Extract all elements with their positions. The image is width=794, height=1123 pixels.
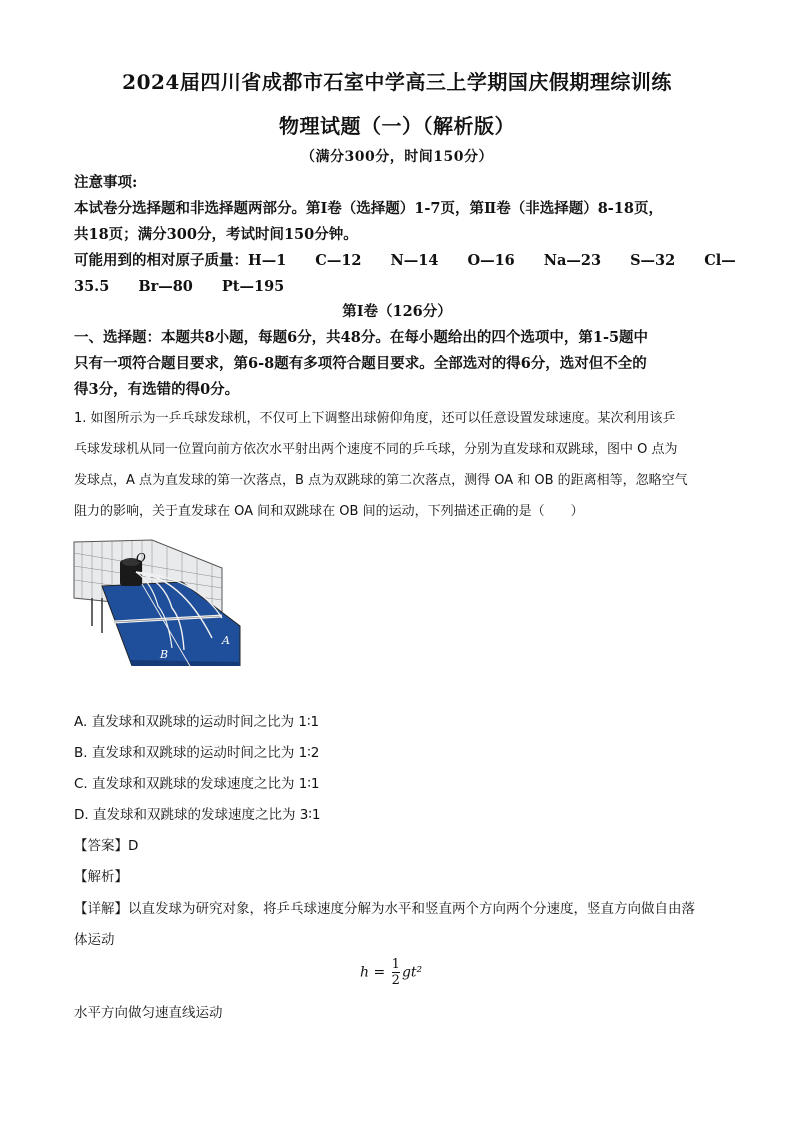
notice-section (74, 170, 734, 300)
detail-tag: 【详解】 (74, 901, 128, 917)
formula-fraction (392, 957, 400, 988)
detail-line (74, 897, 695, 917)
formula-rhs: gt² (401, 964, 423, 981)
question-line: 乓球发球机从同一位置向前方依次水平射出两个速度不同的乒乓球，分别为直发球和双跳球，图中 O 点为 (74, 442, 678, 457)
answer-line (74, 834, 138, 854)
option-b: B. 直发球和双跳球的运动时间之比为 1∶2 (74, 745, 320, 761)
notice-heading: 注意事项: (74, 174, 138, 191)
serving-machine-figure (72, 538, 242, 666)
instruction-line: 得3分，有选错的得0分。 (74, 381, 240, 398)
option-c: C. 直发球和双跳球的发球速度之比为 1∶1 (74, 776, 320, 792)
notice-line: 可能用到的相对原子质量：H—1 C—12 N—14 O—16 Na—23 S—32 Cl— (74, 252, 736, 269)
instruction-line: 一、选择题：本题共8小题，每题6分，共48分。在每小题给出的四个选项中，第1-5题中 (74, 329, 649, 346)
analysis-tag: 【解析】 (74, 869, 128, 885)
question-line: 发球点，A 点为直发球的第一次落点，B 点为双跳球的第二次落点，测得 OA 和 OB 的距离相等，忽略空气 (74, 473, 688, 488)
section-instructions (74, 325, 734, 403)
answer-tag: 【答案】 (74, 838, 128, 854)
point-o-label: O (136, 551, 146, 565)
point-b-label: B (160, 648, 169, 661)
formula-lhs: h = (360, 964, 390, 981)
serving-machine-illustration (72, 538, 242, 666)
option-a: A. 直发球和双跳球的运动时间之比为 1∶1 (74, 714, 320, 730)
question-1-stem (74, 403, 734, 527)
detail-text: 以直发球为研究对象，将乒乓球速度分解为水平和竖直两个方向两个分速度，竖直方向做自由落 (128, 901, 695, 917)
document-title: 2024届四川省成都市石室中学高三上学期国庆假期理综训练 (122, 70, 672, 94)
answer-value: D (128, 838, 139, 854)
question-line: 阻力的影响，关于直发球在 OA 间和双跳球在 OB 间的运动，下列描述正确的是（ ） (74, 504, 584, 519)
notice-line: 共18页；满分300分，考试时间150分钟。 (74, 226, 358, 243)
document-subtitle: 物理试题（一）（解析版） (279, 114, 515, 138)
notice-line: 本试卷分选择题和非选择题两部分。第Ⅰ卷（选择题）1-7页，第Ⅱ卷（非选择题）8-18页， (74, 200, 663, 217)
notice-line: 35.5 Br—80 Pt—195 (74, 278, 285, 295)
score-time-note: （满分300分，时间150分） (301, 149, 493, 165)
formula-denominator: 2 (391, 973, 400, 988)
point-a-label: A (222, 634, 230, 647)
free-fall-formula (360, 957, 480, 997)
horizontal-motion-text: 水平方向做匀速直线运动 (74, 1005, 223, 1021)
section-title: 第Ⅰ卷（126分） (342, 303, 452, 320)
detail-text-continued: 体运动 (74, 932, 115, 948)
question-line: 1. 如图所示为一乒乓球发球机，不仅可上下调整出球俯仰角度，还可以任意设置发球速度。某次利用该乒 (74, 411, 676, 426)
option-d: D. 直发球和双跳球的发球速度之比为 3∶1 (74, 807, 321, 823)
instruction-line: 只有一项符合题目要求，第6-8题有多项符合题目要求。全部选对的得6分，选对但不全的 (74, 355, 647, 372)
formula-numerator: 1 (391, 957, 400, 972)
